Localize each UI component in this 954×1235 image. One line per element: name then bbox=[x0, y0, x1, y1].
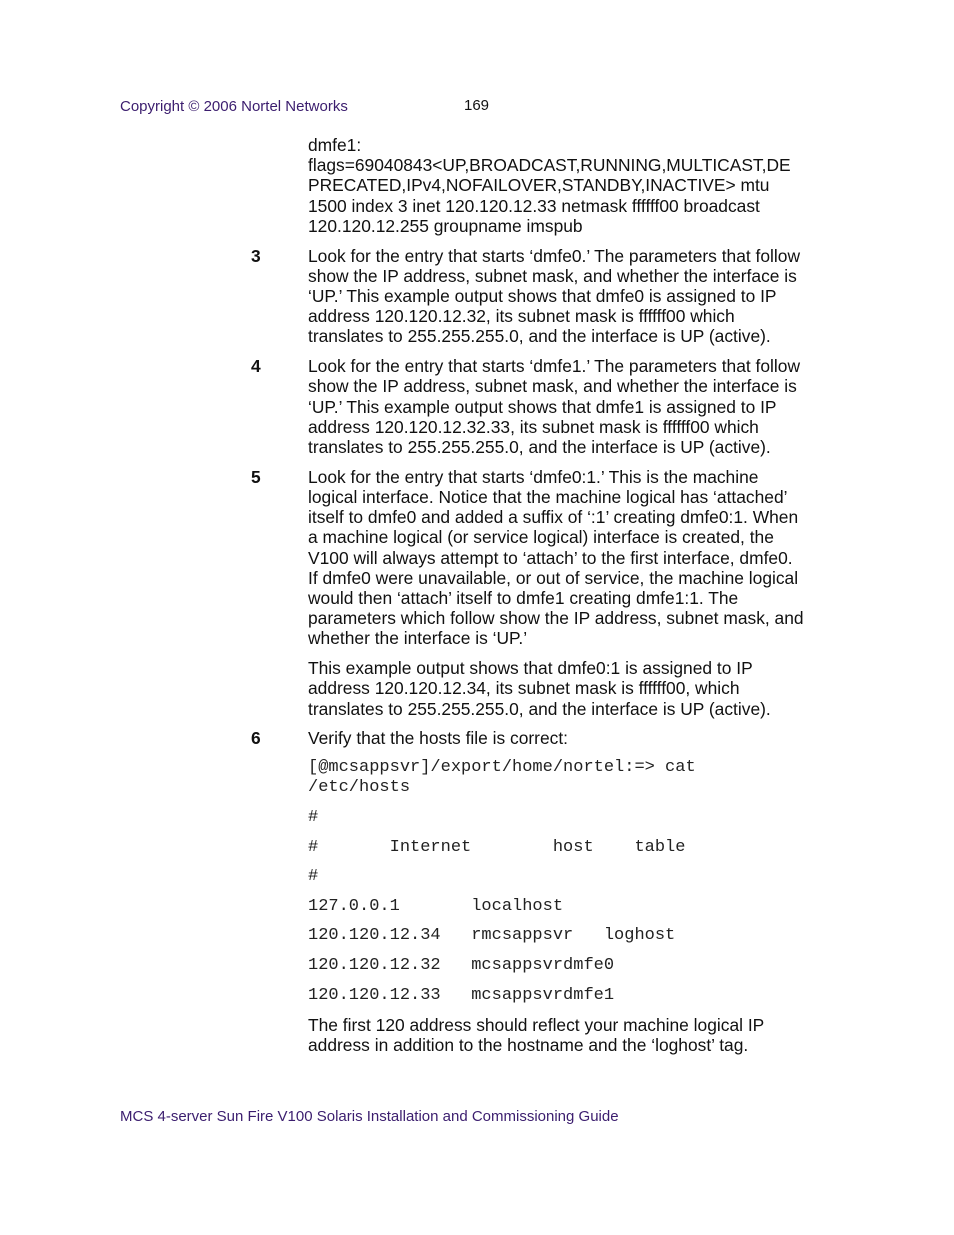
output-line: flags=69040843<UP,BROADCAST,RUNNING,MULTICAST,DE bbox=[308, 155, 791, 176]
hosts-command: [@mcsappsvr]/export/home/nortel:=> cat /etc/hosts bbox=[308, 758, 696, 798]
closing-line: address in addition to the hostname and the ‘loghost’ tag. bbox=[308, 1035, 749, 1056]
step-number: 5 bbox=[251, 466, 261, 487]
step-line: translates to 255.255.255.0, and the interface is UP (active). bbox=[308, 698, 771, 719]
step-line: a machine logical (or service logical) interface is created, the bbox=[308, 527, 774, 548]
closing-paragraph bbox=[308, 1015, 838, 1055]
step-line: would then ‘attach’ itself to dmfe1 creating dmfe1:1. The bbox=[308, 588, 739, 609]
step-line: logical interface. Notice that the machine logical has ‘attached’ bbox=[308, 487, 788, 508]
step-line: ‘UP.’ This example output shows that dmfe1 is assigned to IP bbox=[308, 396, 777, 417]
step-number: 3 bbox=[251, 245, 261, 266]
hosts-line: 120.120.12.34 rmcsappsvr loghost bbox=[308, 926, 676, 946]
output-line: PRECATED,IPv4,NOFAILOVER,STANDBY,INACTIVE> mtu bbox=[308, 175, 770, 196]
step-5 bbox=[251, 466, 838, 649]
step-3 bbox=[251, 245, 838, 347]
hosts-line: # bbox=[308, 867, 319, 887]
step-line: V100 will always attempt to ‘attach’ to the first interface, dmfe0. bbox=[308, 547, 793, 568]
output-line: 1500 index 3 inet 120.120.12.33 netmask ffffff00 broadcast bbox=[308, 195, 760, 216]
step-line: address 120.120.12.32, its subnet mask is ffffff00 which bbox=[308, 306, 735, 327]
output-line: 120.120.12.255 groupname imspub bbox=[308, 215, 583, 236]
header-copyright: Copyright © 2006 Nortel Networks bbox=[120, 98, 348, 115]
step-number: 4 bbox=[251, 356, 261, 377]
hosts-line: # Internet host table bbox=[308, 837, 686, 857]
step-line: translates to 255.255.255.0, and the interface is UP (active). bbox=[308, 326, 771, 347]
document-body bbox=[251, 135, 838, 1065]
step-line: This example output shows that dmfe0:1 is assigned to IP bbox=[308, 658, 753, 679]
hosts-line: 120.120.12.32 mcsappsvrdmfe0 bbox=[308, 956, 615, 976]
hosts-line: 127.0.0.1 localhost bbox=[308, 896, 564, 916]
step-line: address 120.120.12.34, its subnet mask is ffffff00, which bbox=[308, 678, 740, 699]
step-line: Verify that the hosts file is correct: bbox=[308, 728, 569, 749]
hosts-line: 120.120.12.33 mcsappsvrdmfe1 bbox=[308, 985, 615, 1005]
step-line: show the IP address, subnet mask, and whether the interface is bbox=[308, 376, 797, 397]
step-6 bbox=[251, 728, 838, 749]
step-4 bbox=[251, 356, 838, 458]
step-line: ‘UP.’ This example output shows that dmfe0 is assigned to IP bbox=[308, 286, 777, 307]
hosts-line: # bbox=[308, 808, 319, 828]
step-number: 6 bbox=[251, 728, 261, 749]
closing-line: The first 120 address should reflect your machine logical IP bbox=[308, 1015, 765, 1036]
step-5-continuation bbox=[308, 658, 838, 719]
step-line: address 120.120.12.32.33, its subnet mask is ffffff00 which bbox=[308, 416, 759, 437]
step-line: Look for the entry that starts ‘dmfe0:1.’ This is the machine bbox=[308, 466, 759, 487]
step-line: whether the interface is ‘UP.’ bbox=[308, 628, 528, 649]
footer-title: MCS 4-server Sun Fire V100 Solaris Installation and Commissioning Guide bbox=[120, 1108, 619, 1125]
step-line: show the IP address, subnet mask, and whether the interface is bbox=[308, 265, 797, 286]
intro-output bbox=[308, 135, 838, 236]
step-line: Look for the entry that starts ‘dmfe1.’ The parameters that follow bbox=[308, 356, 801, 377]
step-line: itself to dmfe0 and added a suffix of ‘:1’ creating dmfe0:1. When bbox=[308, 507, 799, 528]
step-line: parameters which follow show the IP address, subnet mask, and bbox=[308, 608, 804, 629]
page-number: 169 bbox=[464, 97, 490, 114]
step-line: If dmfe0 were unavailable, or out of service, the machine logical bbox=[308, 567, 799, 588]
step-line: translates to 255.255.255.0, and the interface is UP (active). bbox=[308, 437, 771, 458]
output-line: dmfe1: bbox=[308, 135, 362, 155]
step-line: Look for the entry that starts ‘dmfe0.’ The parameters that follow bbox=[308, 245, 801, 266]
